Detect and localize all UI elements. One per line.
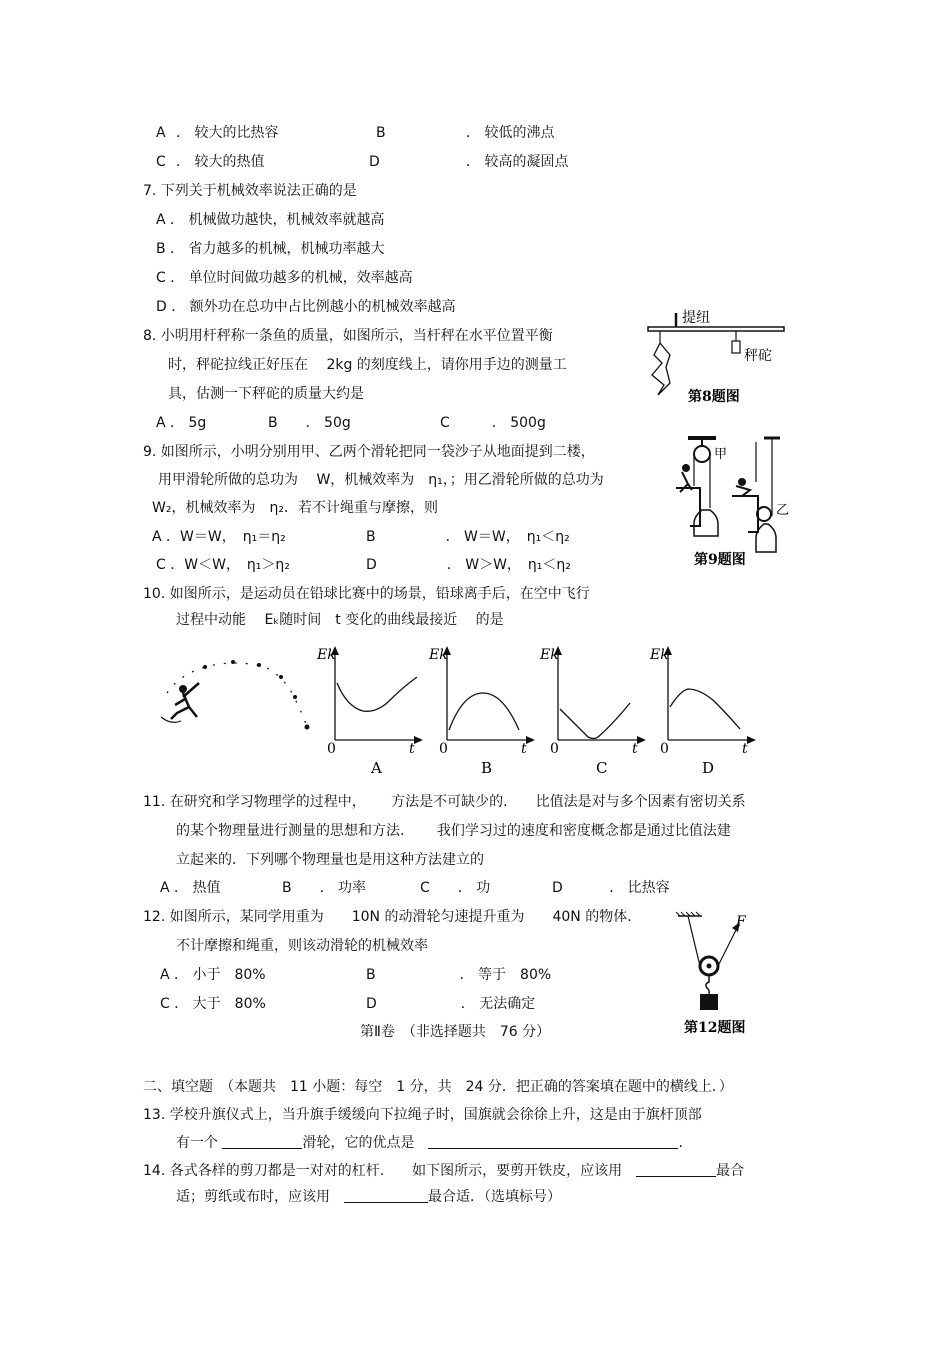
q10-graph-b-xlabel: t <box>521 741 527 757</box>
q11-line-2: 的某个物理量进行测量的思想和方法. 我们学习过的速度和密度概念都是通过比值法建 <box>176 823 731 839</box>
q7-option-a: A ． 机械做功越快，机械效率就越高 <box>156 212 385 228</box>
q9-fig-caption: 第9题图 <box>694 552 746 568</box>
q11-option-b: B ． 功率 <box>282 880 367 896</box>
q11-option-c: C ． 功 <box>420 880 491 896</box>
q10-graph-b-label: B <box>481 759 493 777</box>
q13-answer-blank-1[interactable] <box>222 1134 302 1149</box>
q8-steelyard-figure <box>640 305 800 410</box>
q7-option-d: D ． 额外功在总功中占比例越小的机械效率越高 <box>156 299 456 315</box>
q9-line-2: 用甲滑轮所做的总功为 W，机械效率为 η₁，；用乙滑轮所做的总功为 <box>158 472 604 488</box>
q10-graph-a <box>315 645 425 780</box>
part-2-title: 第Ⅱ卷 （非选择题共 76 分） <box>360 1024 551 1040</box>
q9-option-a: A ．W＝W， η₁＝η₂ <box>152 529 286 545</box>
q11-option-d: D ． 比热容 <box>552 880 670 896</box>
q14-line-1-text-a: 14. 各式各样的剪刀都是一对对的杠杆. 如下图所示，要剪开铁皮，应该用 <box>143 1163 637 1179</box>
q13-line-2 <box>176 1134 683 1152</box>
q12-option-a: A ． 小于 80% <box>160 967 266 983</box>
q6-option-d-text: ． 较高的凝固点 <box>466 154 569 170</box>
q9-pulley-figure <box>672 432 792 570</box>
q7-stem: 7. 下列关于机械效率说法正确的是 <box>143 183 357 199</box>
q10-graph-a-xlabel: t <box>409 741 415 757</box>
q12-option-c: C ． 大于 80% <box>160 996 266 1012</box>
q14-line-2-text-b: 最合适．（选填标号） <box>428 1189 561 1205</box>
q14-line-1 <box>143 1162 744 1180</box>
q6-option-c-key: C <box>156 154 166 170</box>
q9-option-d: D ． W＞W， η₁＜η₂ <box>366 557 571 573</box>
q10-graph-d-ylabel: Ek <box>650 647 669 663</box>
q10-shot-put-athlete-figure <box>155 655 315 735</box>
q11-option-a: A ． 热值 <box>160 880 221 896</box>
q8-option-c: C ． 500g <box>440 415 546 431</box>
q12-line-1: 12. 如图所示，某同学用重为 10N 的动滑轮匀速提升重为 40N 的物体. <box>143 909 632 925</box>
q6-option-b-key: B <box>376 125 386 141</box>
q8-option-b: B ． 50g <box>268 415 351 431</box>
q10-graph-c-label: C <box>596 759 608 777</box>
q12-pulley-figure <box>674 910 764 1040</box>
q8-fig-label-rope: 提纽 <box>682 310 710 326</box>
q12-line-2: 不计摩擦和绳重，则该动滑轮的机械效率 <box>176 938 428 954</box>
q10-graph-a-label: A <box>371 759 382 777</box>
q14-line-2-text-a: 适；剪纸或布时，应该用 <box>176 1189 344 1205</box>
q10-graph-b-origin: 0 <box>439 741 448 757</box>
q10-graph-c-origin: 0 <box>550 741 559 757</box>
q14-answer-blank-2[interactable] <box>344 1188 428 1203</box>
q10-graph-c-ylabel: Ek <box>540 647 559 663</box>
q12-option-b: B ． 等于 80% <box>366 967 552 983</box>
q10-graph-a-origin: 0 <box>327 741 336 757</box>
q9-line-1: 9. 如图所示，小明分别用甲、乙两个滑轮把同一袋沙子从地面提到二楼， <box>143 444 595 460</box>
q8-line-2: 时，秤砣拉线正好压在 2kg 的刻度线上，请你用手边的测量工 <box>168 357 567 373</box>
q8-option-a: A ． 5g <box>156 415 207 431</box>
q11-line-1: 11. 在研究和学习物理学的过程中， 方法是不可缺少的. 比值法是对与多个因素有密切关系 <box>143 794 746 810</box>
q10-graph-d-xlabel: t <box>742 741 748 757</box>
q14-line-1-text-b: 最合 <box>716 1163 745 1179</box>
q10-graph-d-origin: 0 <box>660 741 669 757</box>
q8-line-1: 8. 小明用杆秤称一条鱼的质量，如图所示，当杆秤在水平位置平衡 <box>143 328 553 344</box>
q6-option-a-text: ． 较大的比热容 <box>176 125 279 141</box>
q8-line-3: 具，估测一下秤砣的质量大约是 <box>168 386 364 402</box>
q13-answer-blank-2[interactable] <box>428 1134 678 1149</box>
q13-line-1: 13. 学校升旗仪式上，当升旗手缓缓向下拉绳子时，国旗就会徐徐上升，这是由于旗杆顶部 <box>143 1107 702 1123</box>
q11-line-3: 立起来的．下列哪个物理量也是用这种方法建立的 <box>176 852 484 868</box>
q10-graph-d <box>648 645 758 780</box>
q10-graph-c <box>538 645 648 780</box>
q13-line-2-text-b: 滑轮，它的优点是 <box>302 1135 429 1151</box>
q14-line-2 <box>176 1188 561 1206</box>
q7-option-c: C ． 单位时间做功越多的机械，效率越高 <box>156 270 413 286</box>
q13-line-2-text-a: 有一个 <box>176 1135 223 1151</box>
q10-line-1: 10. 如图所示，是运动员在铅球比赛中的场景，铅球离手后，在空中飞行 <box>143 586 590 602</box>
q6-option-c-text: ． 较大的热值 <box>176 154 265 170</box>
q6-option-a-key: A <box>156 125 166 141</box>
q8-fig-caption: 第8题图 <box>688 389 740 405</box>
q10-graph-b-ylabel: Ek <box>429 647 448 663</box>
q13-line-2-text-c: . <box>678 1135 683 1151</box>
q10-graph-d-label: D <box>702 759 715 777</box>
q10-graph-b <box>427 645 537 780</box>
q6-option-b-text: ． 较低的沸点 <box>466 125 555 141</box>
q10-graph-a-ylabel: Ek <box>317 647 336 663</box>
q10-line-2: 过程中动能 Eₖ随时间 t 变化的曲线最接近 的是 <box>176 612 504 628</box>
q7-option-b: B ． 省力越多的机械，机械功率越大 <box>156 241 385 257</box>
q6-option-d-key: D <box>369 154 380 170</box>
q12-fig-caption: 第12题图 <box>684 1020 746 1036</box>
q10-graph-c-xlabel: t <box>632 741 638 757</box>
q8-fig-label-weight: 秤砣 <box>744 348 772 364</box>
q9-fig-label-yi: 乙 <box>776 503 790 518</box>
q12-fig-force-label: F <box>736 914 746 930</box>
q9-line-3: W₂，机械效率为 η₂．若不计绳重与摩擦，则 <box>152 500 438 516</box>
q9-option-b: B ． W＝W， η₁＜η₂ <box>366 529 570 545</box>
q14-answer-blank-1[interactable] <box>636 1162 716 1177</box>
section-2-heading: 二、填空题 （本题共 11 小题：每空 1 分，共 24 分．把正确的答案填在题中的横线上．） <box>143 1079 733 1095</box>
q9-option-c: C ．W＜W， η₁＞η₂ <box>156 557 290 573</box>
q12-option-d: D ． 无法确定 <box>366 996 536 1012</box>
q9-fig-label-jia: 甲 <box>714 447 728 462</box>
